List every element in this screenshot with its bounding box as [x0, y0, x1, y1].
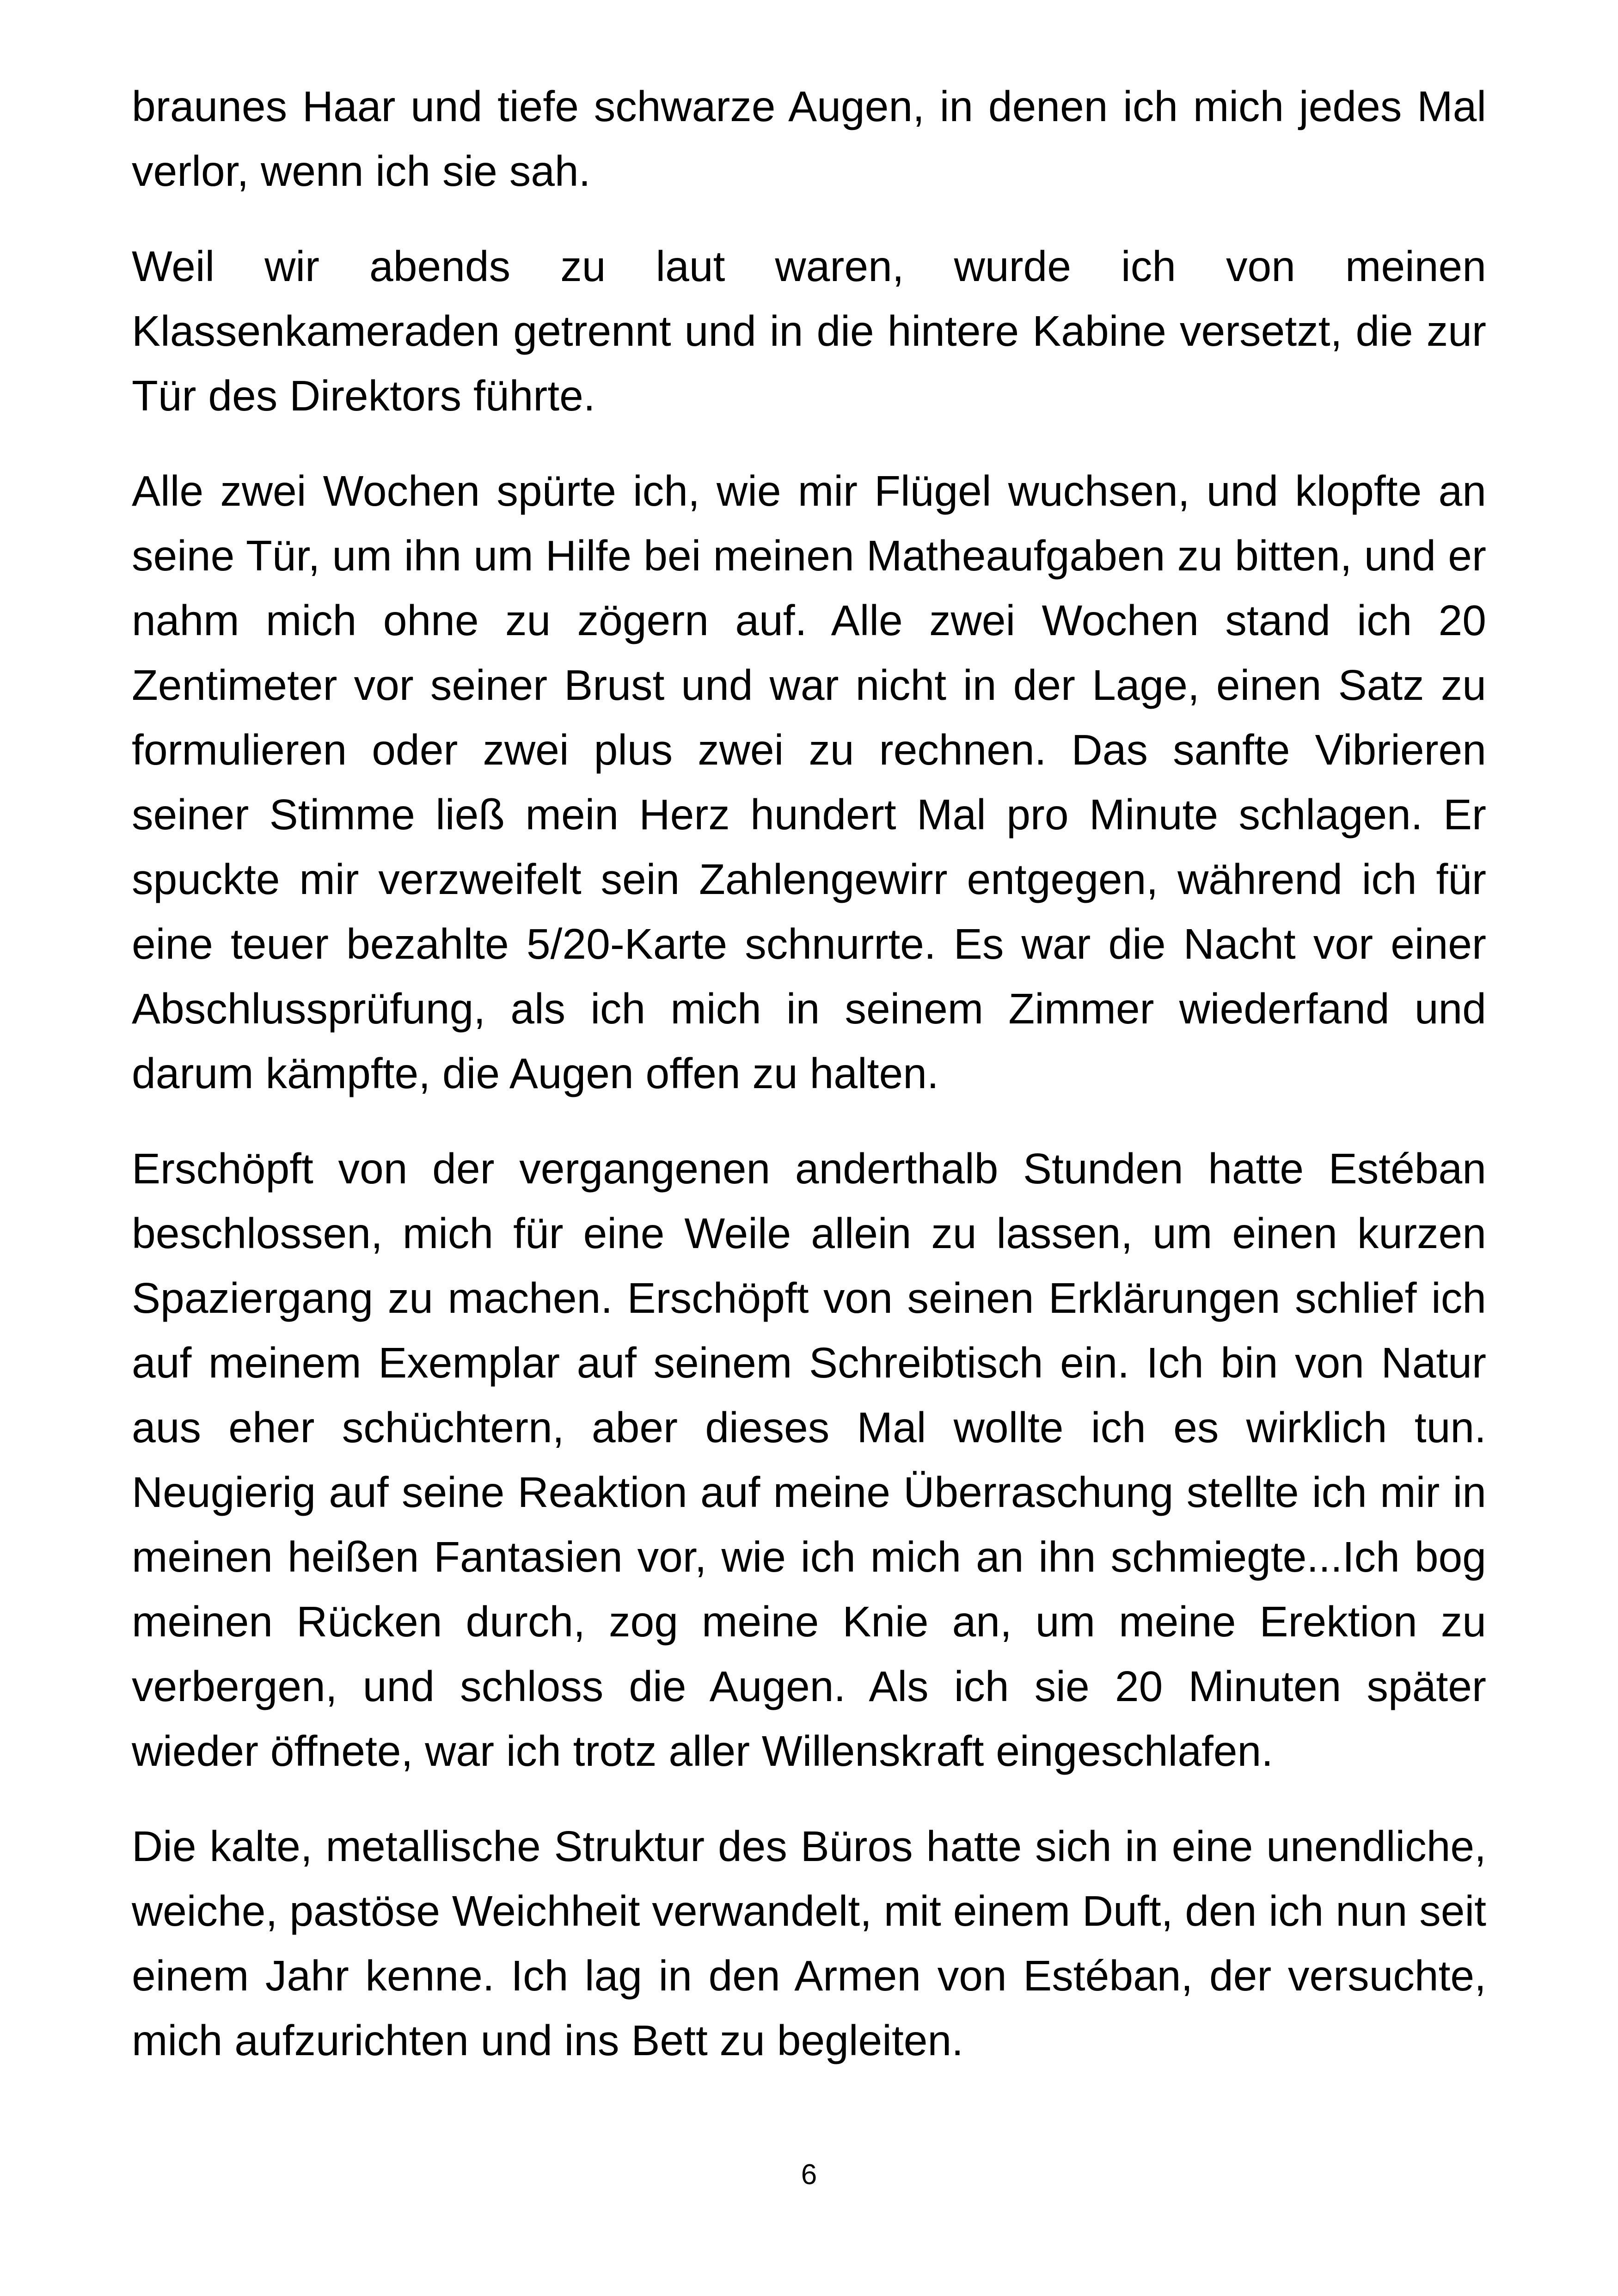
paragraph-3: Alle zwei Wochen spürte ich, wie mir Flügel wuchsen, und klopfte an seine Tür, um ihn um Hilfe bei meinen Matheaufgaben zu bitten, und er nahm mich ohne zu zögern auf. Alle zwei Wochen stand ich 20 Zentimeter vor seiner Brust und war nicht in der Lage, einen Satz zu formulieren oder zwei plus zwei zu rechnen. Das sanfte Vibrieren seiner Stimme ließ mein Herz hundert Mal pro Minute schlagen. Er spuckte mir verzweifelt sein Zahlengewirr entgegen, während ich für eine teuer bezahlte 5/20-Karte schnurrte. Es war die Nacht vor einer Abschlussprüfung, als ich mich in seinem Zimmer wiederfand und darum kämpfte, die Augen offen zu halten. — [132, 467, 1486, 1097]
paragraph-4: Erschöpft von der vergangenen anderthalb Stunden hatte Estéban beschlossen, mich für eine Weile allein zu lassen, um einen kurzen Spaziergang zu machen. Erschöpft von seinen Erklärungen schlief ich auf meinem Exemplar auf seinem Schreibtisch ein. Ich bin von Natur aus eher schüchtern, aber dieses Mal wollte ich es wirklich tun. Neugierig auf seine Reaktion auf meine Überraschung stellte ich mir in meinen heißen Fantasien vor, wie ich mich an ihn schmiegte...Ich bog meinen Rücken durch, zog meine Knie an, um meine Erektion zu verbergen, und schloss die Augen. Als ich sie 20 Minuten später wieder öffnete, war ich trotz aller Willenskraft eingeschlafen. — [132, 1145, 1486, 1775]
page-number: 6 — [801, 2159, 817, 2191]
paragraph-1: braunes Haar und tiefe schwarze Augen, in denen ich mich jedes Mal verlor, wenn ich sie sah. — [132, 82, 1486, 195]
paragraph-5: Die kalte, metallische Struktur des Büros hatte sich in eine unendliche, weiche, pastöse Weichheit verwandelt, mit einem Duft, den ich nun seit einem Jahr kenne. Ich lag in den Armen von Estéban, der versuchte, mich aufzurichten und ins Bett zu begleiten. — [132, 1822, 1486, 2064]
body-text — [132, 74, 1486, 2103]
paragraph-2: Weil wir abends zu laut waren, wurde ich von meinen Klassenkameraden getrennt und in die hintere Kabine versetzt, die zur Tür des Direktors führte. — [132, 242, 1486, 420]
